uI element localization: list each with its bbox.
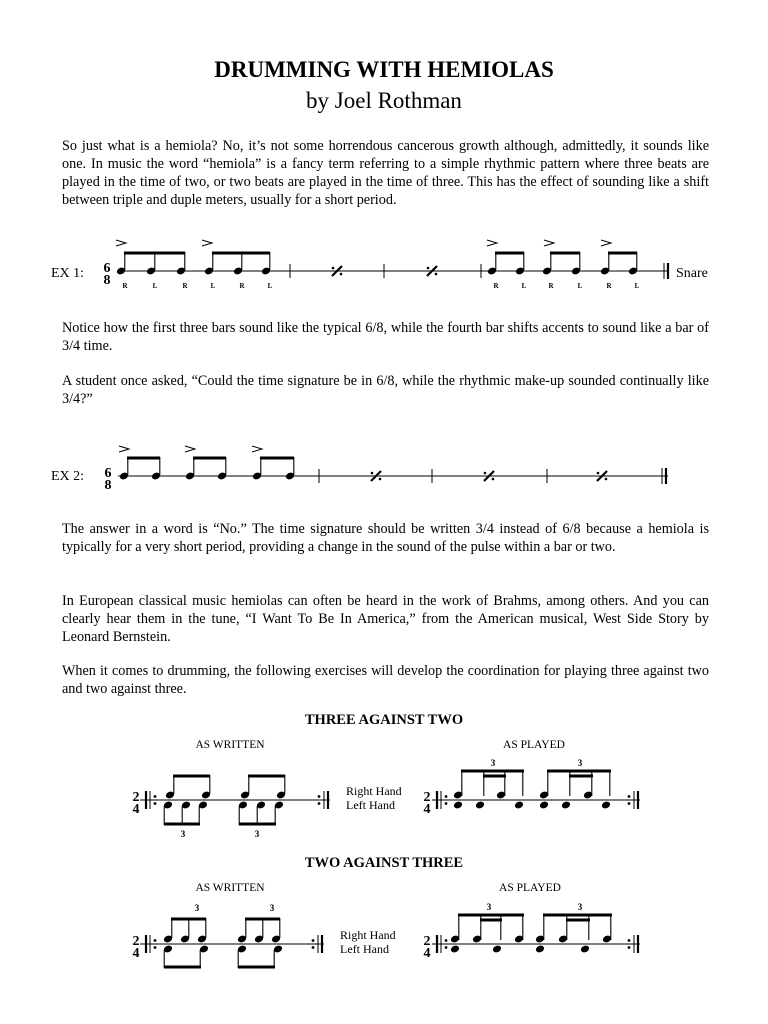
tuplet-number: 3 [269, 903, 275, 913]
beam [239, 823, 276, 826]
accent-mark [202, 240, 212, 246]
repeat-dot [445, 795, 448, 798]
notehead-left-hand [535, 944, 545, 953]
beam [124, 252, 185, 255]
sticking-letter: R [548, 282, 554, 290]
repeat-dot [628, 795, 631, 798]
paragraph-student-question: A student once asked, “Could the time signature be in 6/8, while the rhythmic make-up sounded continually like 3/4?” [62, 373, 709, 407]
repeat-dot [628, 939, 631, 942]
simile-dot [597, 472, 600, 475]
label-as-written-3v2: AS WRITTEN [195, 739, 265, 751]
paragraph-notice: Notice how the first three bars sound like the typical 6/8, while the fourth bar shifts accents to sound like a bar of 3/4 time. [62, 320, 709, 354]
ex1-time-signature-numerator: 6 [103, 261, 111, 276]
paragraph-answer: The answer in a word is “No.” The time signature should be written 3/4 instead of 6/8 because a hemiola is typically for a very short period, providing a change in the sound of the pulse within a bar or two. [62, 521, 709, 555]
beam [193, 457, 226, 460]
ex1-instrument-label: Snare [676, 266, 708, 281]
sticking-letter: L [152, 282, 158, 290]
sticking-letter: R [122, 282, 128, 290]
heading-three-against-two: THREE AGAINST TWO [304, 712, 464, 728]
beam [608, 252, 637, 255]
beam [458, 914, 524, 917]
sticking-letter: R [493, 282, 499, 290]
ex2-time-signature-numerator: 6 [104, 466, 112, 481]
simile-dot [427, 267, 430, 270]
sticking-letter: L [267, 282, 273, 290]
notehead-left-hand [450, 944, 460, 953]
repeat-dot [154, 946, 157, 949]
tuplet-number: 3 [254, 829, 260, 839]
accent-mark [119, 446, 129, 452]
repeat-dot [312, 946, 315, 949]
repeat-dot [445, 802, 448, 805]
beam [569, 775, 593, 778]
beam [245, 918, 280, 921]
notehead-left-hand [514, 800, 524, 809]
page-title: DRUMMING WITH HEMIOLAS [214, 57, 554, 82]
sticking-letter: L [577, 282, 583, 290]
right-hand-label: Right Hand [340, 928, 396, 942]
sticking-letter: R [182, 282, 188, 290]
accent-mark [185, 446, 195, 452]
ex1-label: EX 1: [51, 266, 85, 281]
beam [164, 823, 200, 826]
sticking-letter: R [606, 282, 612, 290]
three-v-two-played-time-signature-denominator: 4 [423, 802, 431, 817]
repeat-dot [318, 802, 321, 805]
beam [547, 770, 611, 773]
tuplet-number: 3 [180, 829, 186, 839]
repeat-dot [312, 939, 315, 942]
accent-mark [544, 240, 554, 246]
beam [483, 775, 506, 778]
label-as-played-3v2: AS PLAYED [503, 739, 565, 751]
simile-dot [340, 273, 343, 276]
label-as-played-2v3: AS PLAYED [499, 882, 561, 894]
sticking-letter: L [634, 282, 640, 290]
beam [173, 775, 210, 778]
notehead-left-hand [475, 800, 485, 809]
paragraph-brahms: In European classical music hemiolas can often be heard in the work of Brahms, among others. And you can clearly hear them in the tune, “I Want To Be In America,” from the American musical, West Side Story by Leonard Bernstein. [62, 593, 709, 645]
notehead-left-hand [453, 800, 463, 809]
beam [566, 919, 590, 922]
repeat-dot [445, 939, 448, 942]
beam [171, 918, 206, 921]
beam [495, 252, 524, 255]
simile-dot [379, 478, 382, 481]
accent-mark [252, 446, 262, 452]
two-v-three-written-time-signature-numerator: 2 [132, 934, 140, 949]
notehead-left-hand [580, 944, 590, 953]
repeat-dot [628, 946, 631, 949]
paragraph-intro: So just what is a hemiola? No, it’s not some horrendous cancerous growth although, admittedly, it sounds like one. In music the word “hemiola” is a fancy term referring to a simple rhythmic pattern where three beats are played in the time of two, or two beats are played in the time of three. This has the effect of sounding like a shift between triple and duple meters, usually for a short period. [62, 138, 709, 208]
simile-dot [492, 478, 495, 481]
simile-dot [484, 472, 487, 475]
label-as-written-2v3: AS WRITTEN [195, 882, 265, 894]
notehead-left-hand [492, 944, 502, 953]
beam [543, 914, 612, 917]
byline: by Joel Rothman [306, 88, 462, 113]
repeat-dot [318, 795, 321, 798]
left-hand-label: Left Hand [346, 798, 395, 812]
heading-two-against-three: TWO AGAINST THREE [304, 855, 464, 871]
repeat-dot [154, 795, 157, 798]
beam [212, 252, 270, 255]
repeat-dot [628, 802, 631, 805]
notehead-left-hand [561, 800, 571, 809]
repeat-dot [445, 946, 448, 949]
paragraph-coordination: When it comes to drumming, the following exercises will develop the coordination for playing three against two and two against three. [62, 663, 709, 697]
sticking-letter: L [521, 282, 527, 290]
simile-dot [605, 478, 608, 481]
three-v-two-written-time-signature-numerator: 2 [132, 790, 140, 805]
accent-mark [116, 240, 126, 246]
beam [461, 770, 524, 773]
beam [260, 457, 294, 460]
beam [248, 775, 285, 778]
repeat-dot [154, 802, 157, 805]
beam [550, 252, 580, 255]
notehead-left-hand [601, 800, 611, 809]
beam [127, 457, 160, 460]
three-v-two-played-time-signature-numerator: 2 [423, 790, 431, 805]
simile-dot [332, 267, 335, 270]
two-v-three-played-time-signature-numerator: 2 [423, 934, 431, 949]
two-v-three-played-time-signature-denominator: 4 [423, 946, 431, 961]
simile-dot [371, 472, 374, 475]
beam [238, 966, 275, 969]
tuplet-number: 3 [577, 902, 583, 912]
ex1-time-signature-denominator: 8 [103, 273, 111, 288]
sticking-letter: R [239, 282, 245, 290]
notehead-left-hand [539, 800, 549, 809]
beam [164, 966, 201, 969]
accent-mark [601, 240, 611, 246]
tuplet-number: 3 [486, 902, 492, 912]
beam [480, 919, 502, 922]
three-v-two-written-time-signature-denominator: 4 [132, 802, 140, 817]
tuplet-number: 3 [194, 903, 200, 913]
two-v-three-written-time-signature-denominator: 4 [132, 946, 140, 961]
tuplet-number: 3 [490, 758, 496, 768]
ex2-label: EX 2: [51, 469, 85, 484]
accent-mark [487, 240, 497, 246]
sticking-letter: L [210, 282, 216, 290]
right-hand-label: Right Hand [346, 784, 402, 798]
tuplet-number: 3 [577, 758, 583, 768]
repeat-dot [154, 939, 157, 942]
simile-dot [435, 273, 438, 276]
left-hand-label: Left Hand [340, 942, 389, 956]
ex2-time-signature-denominator: 8 [104, 478, 112, 493]
